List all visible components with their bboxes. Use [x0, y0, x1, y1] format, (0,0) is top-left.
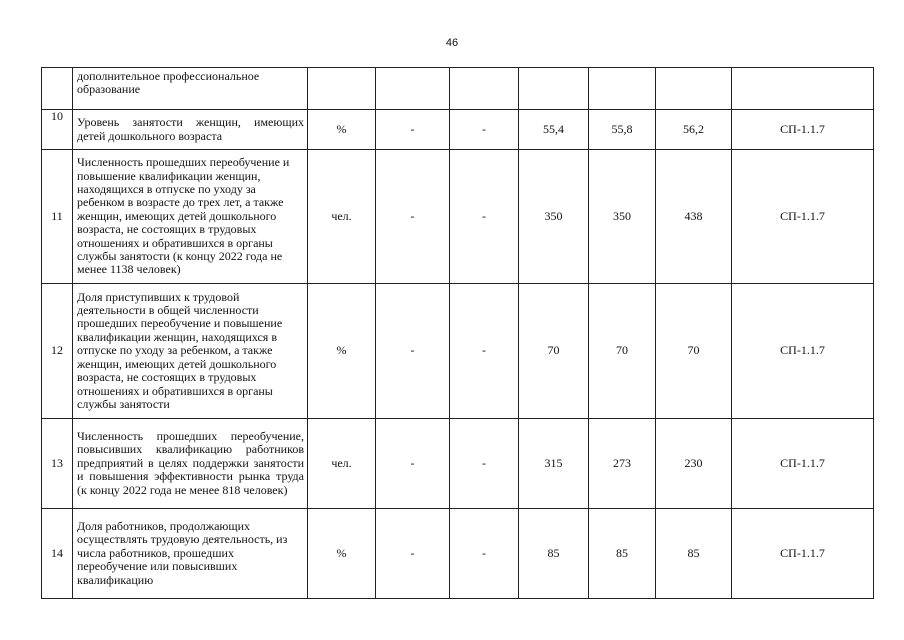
- indicator-cell: Численность прошедших переобучение, повысивших квалификацию работников предприятий в целях поддержки занятости и повышения эффективности рынка труда (к концу 2022 года не менее 818 человек): [73, 419, 308, 509]
- code-cell: СП-1.1.7: [732, 284, 874, 419]
- code-cell: СП-1.1.7: [732, 110, 874, 150]
- page-number: 46: [445, 37, 459, 49]
- unit-cell: %: [308, 110, 376, 150]
- row-number-cell: 13: [42, 419, 73, 509]
- value-cell-4: 55,8: [589, 110, 656, 150]
- value-cell-1: -: [376, 509, 450, 599]
- value-cell-5: 70: [656, 284, 732, 419]
- table-row: [42, 110, 874, 150]
- table-row: [42, 150, 874, 284]
- indicator-cell: Доля работников, продолжающих осуществлять трудовую деятельность, из числа работников, прошедших переобучение или повысивших квалификацию: [73, 509, 308, 599]
- value-cell-5: 438: [656, 150, 732, 284]
- value-cell-2: [450, 68, 519, 110]
- code-cell: СП-1.1.7: [732, 150, 874, 284]
- indicator-cell: Уровень занятости женщин, имеющих детей дошкольного возраста: [73, 110, 308, 150]
- code-cell: СП-1.1.7: [732, 509, 874, 599]
- value-cell-5: 230: [656, 419, 732, 509]
- value-cell-5: 85: [656, 509, 732, 599]
- value-cell-4: 70: [589, 284, 656, 419]
- value-cell-3: 85: [519, 509, 589, 599]
- table-row: [42, 509, 874, 599]
- value-cell-5: [656, 68, 732, 110]
- value-cell-1: -: [376, 150, 450, 284]
- unit-cell: %: [308, 509, 376, 599]
- value-cell-3: 55,4: [519, 110, 589, 150]
- value-cell-4: 273: [589, 419, 656, 509]
- code-cell: СП-1.1.7: [732, 419, 874, 509]
- row-number-cell: [42, 68, 73, 110]
- value-cell-2: -: [450, 284, 519, 419]
- value-cell-3: 70: [519, 284, 589, 419]
- value-cell-2: -: [450, 150, 519, 284]
- unit-cell: чел.: [308, 150, 376, 284]
- value-cell-2: -: [450, 419, 519, 509]
- value-cell-4: 85: [589, 509, 656, 599]
- table-row-continuation: [42, 68, 874, 110]
- unit-cell: чел.: [308, 419, 376, 509]
- code-cell: [732, 68, 874, 110]
- value-cell-3: [519, 68, 589, 110]
- row-number-cell: 12: [42, 284, 73, 419]
- value-cell-4: [589, 68, 656, 110]
- table-row: [42, 284, 874, 419]
- unit-cell: %: [308, 284, 376, 419]
- value-cell-1: [376, 68, 450, 110]
- value-cell-2: -: [450, 509, 519, 599]
- row-number-cell: 14: [42, 509, 73, 599]
- value-cell-1: -: [376, 110, 450, 150]
- value-cell-3: 350: [519, 150, 589, 284]
- value-cell-1: -: [376, 419, 450, 509]
- value-cell-4: 350: [589, 150, 656, 284]
- table-row: [42, 419, 874, 509]
- value-cell-1: -: [376, 284, 450, 419]
- row-number-cell: 11: [42, 150, 73, 284]
- row-number-cell: 10: [42, 110, 73, 150]
- unit-cell: [308, 68, 376, 110]
- indicator-cell: Численность прошедших переобучение и повышение квалификации женщин, находящихся в отпуске по уходу за ребенком в возрасте до трех лет, а также женщин, имеющих детей дошкольного возраста, не состоящих в трудовых отношениях и обратившихся в органы службы занятости (к концу 2022 года не менее 1138 человек): [73, 150, 308, 284]
- indicators-table: [41, 67, 874, 599]
- value-cell-2: -: [450, 110, 519, 150]
- value-cell-5: 56,2: [656, 110, 732, 150]
- value-cell-3: 315: [519, 419, 589, 509]
- indicator-cell: дополнительное профессиональное образование: [73, 68, 308, 110]
- indicator-cell: Доля приступивших к трудовой деятельности в общей численности прошедших переобучение и повышение квалификации женщин, находящихся в отпуске по уходу за ребенком, а также женщин, имеющих детей дошкольного возраста, не состоящих в трудовых отношениях и обратившихся в органы службы занятости: [73, 284, 308, 419]
